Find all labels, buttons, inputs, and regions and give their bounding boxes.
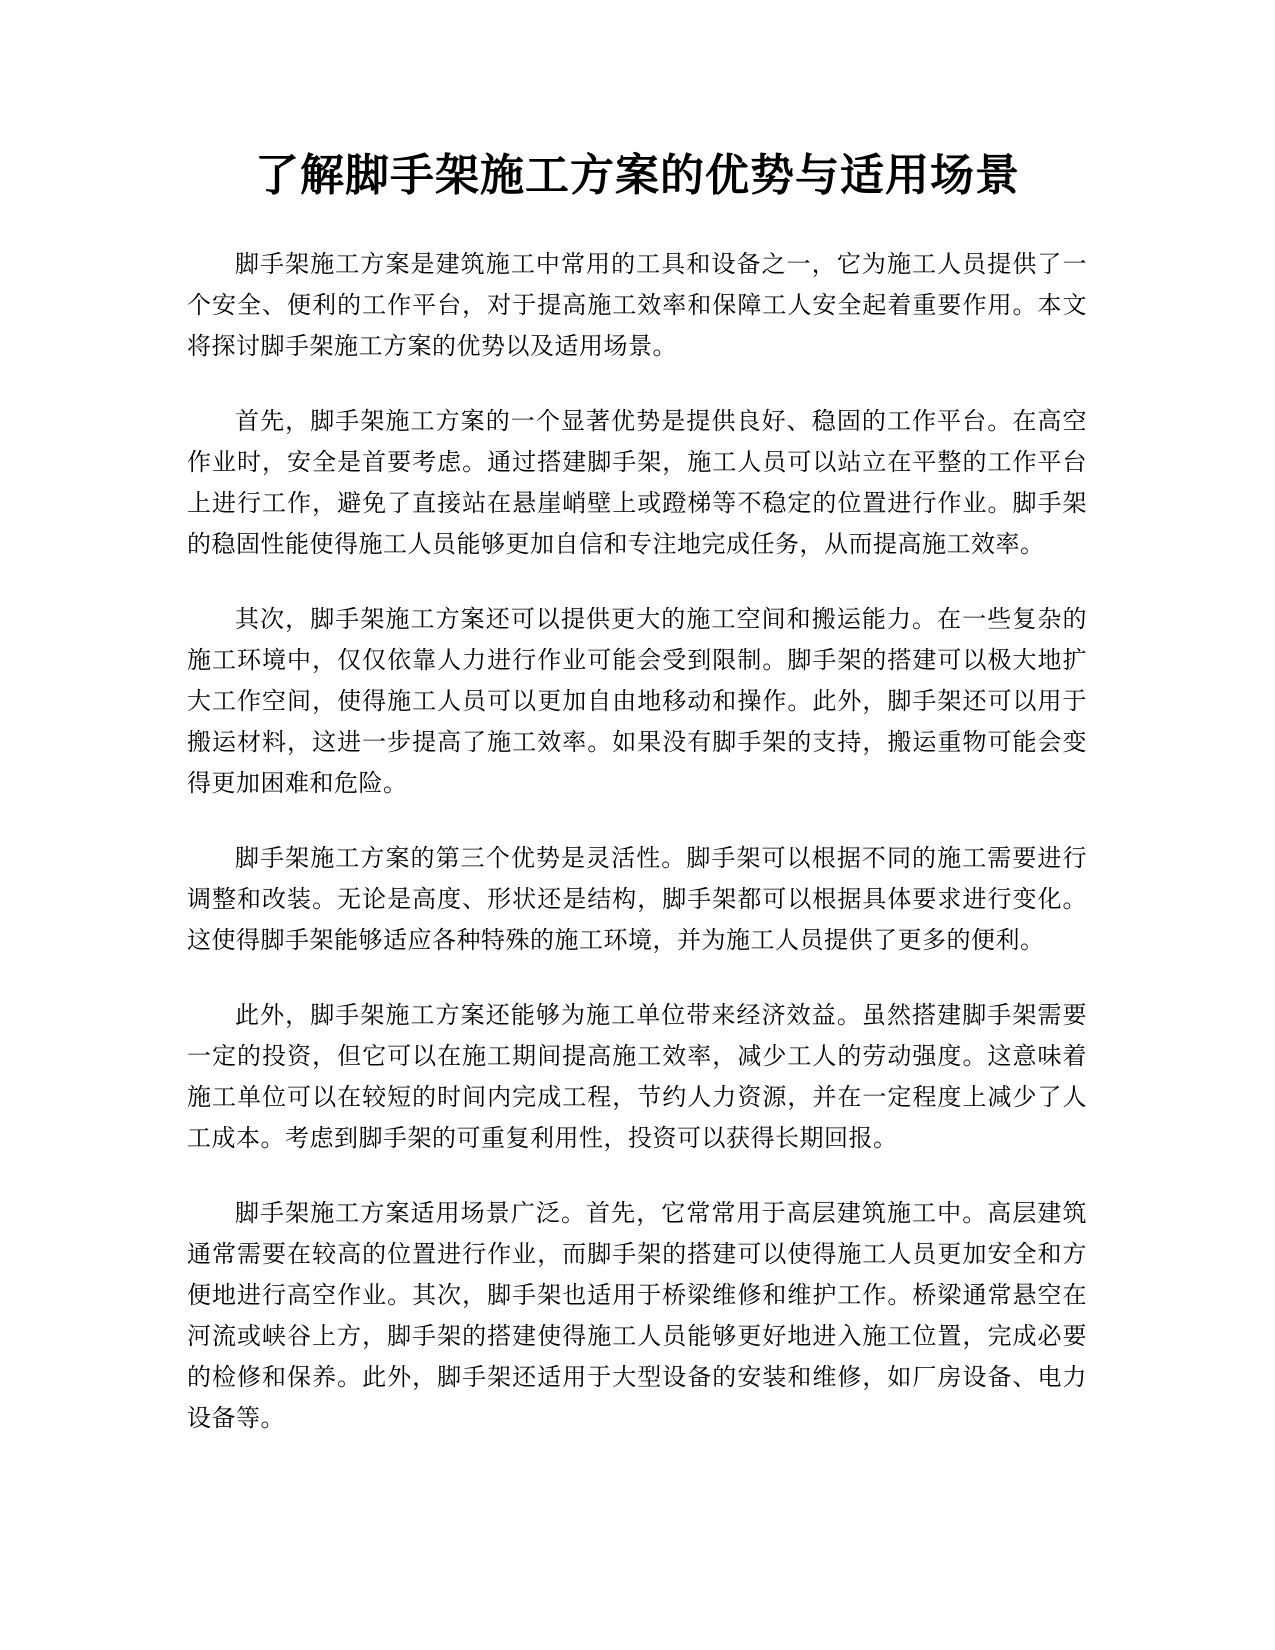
- paragraph-intro: 脚手架施工方案是建筑施工中常用的工具和设备之一，它为施工人员提供了一个安全、便利的工作平台，对于提高施工效率和保障工人安全起着重要作用。本文将探讨脚手架施工方案的优势以及适用场景。: [187, 250, 1087, 360]
- paragraph-applications: 脚手架施工方案适用场景广泛。首先，它常常用于高层建筑施工中。高层建筑通常需要在较高的位置进行作业，而脚手架的搭建可以使得施工人员更加安全和方便地进行高空作业。其次，脚手架也适用于桥梁维修和维护工作。桥梁通常悬空在河流或峡谷上方，脚手架的搭建使得施工人员能够更好地进入施工位置，完成必要的检修和保养。此外，脚手架还适用于大型设备的安装和维修，如厂房设备、电力设备等。: [187, 1199, 1087, 1432]
- document-body: [187, 244, 1087, 1473]
- paragraph-economic-benefit: 此外，脚手架施工方案还能够为施工单位带来经济效益。虽然搭建脚手架需要一定的投资，但它可以在施工期间提高施工效率，减少工人的劳动强度。这意味着施工单位可以在较短的时间内完成工程，节约人力资源，并在一定程度上减少了人工成本。考虑到脚手架的可重复利用性，投资可以获得长期回报。: [187, 1001, 1087, 1152]
- paragraph-flexibility: 脚手架施工方案的第三个优势是灵活性。脚手架可以根据不同的施工需要进行调整和改装。无论是高度、形状还是结构，脚手架都可以根据具体要求进行变化。这使得脚手架能够适应各种特殊的施工环境，并为施工人员提供了更多的便利。: [187, 844, 1087, 954]
- paragraph-space-transport: 其次，脚手架施工方案还可以提供更大的施工空间和搬运能力。在一些复杂的施工环境中，仅仅依靠人力进行作业可能会受到限制。脚手架的搭建可以极大地扩大工作空间，使得施工人员可以更加自由地移动和操作。此外，脚手架还可以用于搬运材料，这进一步提高了施工效率。如果没有脚手架的支持，搬运重物可能会变得更加困难和危险。: [187, 605, 1087, 797]
- paragraph-stability: 首先，脚手架施工方案的一个显著优势是提供良好、稳固的工作平台。在高空作业时，安全是首要考虑。通过搭建脚手架，施工人员可以站立在平整的工作平台上进行工作，避免了直接站在悬崖峭壁上或蹬梯等不稳定的位置进行作业。脚手架的稳固性能使得施工人员能够更加自信和专注地完成任务，从而提高施工效率。: [187, 407, 1087, 558]
- document-title: 了解脚手架施工方案的优势与适用场景: [255, 150, 1020, 201]
